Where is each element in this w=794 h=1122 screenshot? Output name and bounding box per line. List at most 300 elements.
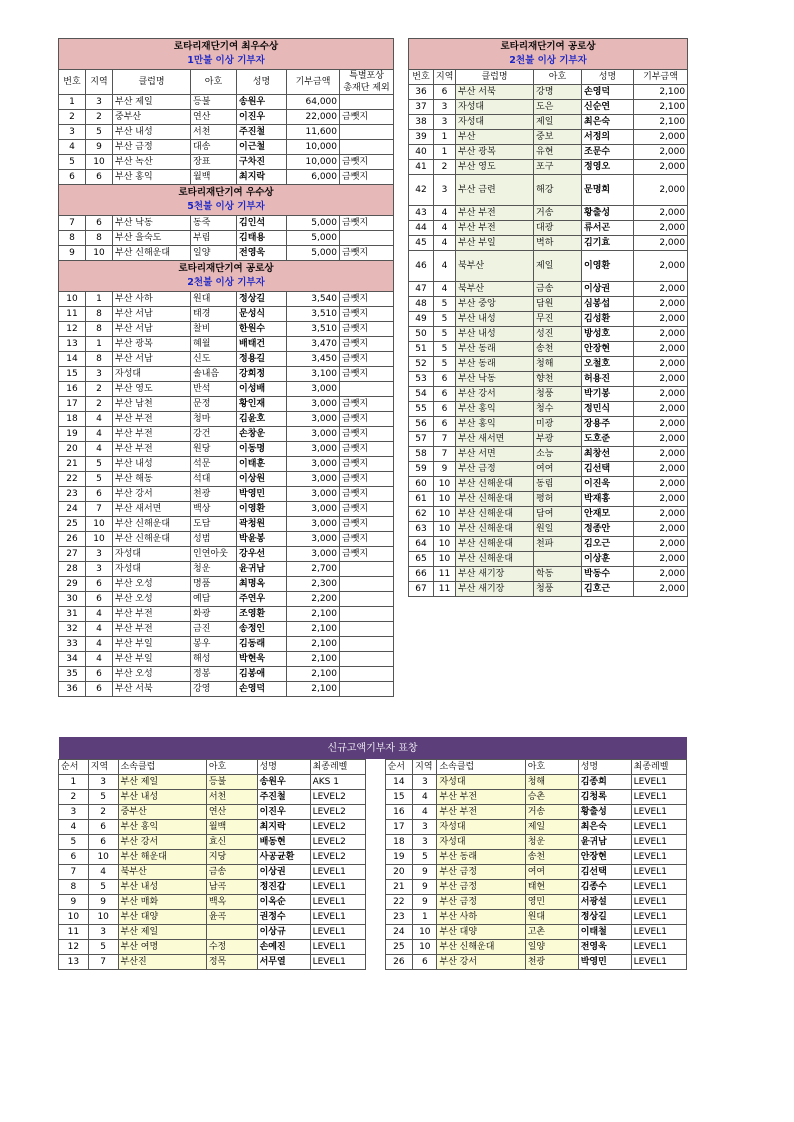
gap-cell — [365, 790, 385, 805]
cell-club: 부산진 — [118, 955, 206, 970]
cell-no: 14 — [59, 352, 86, 367]
cell-region: 5 — [88, 880, 118, 895]
cell-name: 김종희 — [578, 775, 631, 790]
cell-pen-name: 명품 — [191, 577, 237, 592]
cell-order: 2 — [59, 790, 89, 805]
cell-name: 손영덕 — [582, 85, 634, 100]
cell-club: 부산 오성 — [113, 592, 191, 607]
cell-region: 4 — [434, 221, 456, 236]
cell-club: 부산 동래 — [456, 357, 534, 372]
cell-amount: 2,000 — [634, 447, 688, 462]
cell-special — [340, 382, 394, 397]
cell-amount: 2,000 — [634, 372, 688, 387]
cell-pen-name: 담원 — [534, 297, 582, 312]
cell-pen-name: 등불 — [206, 775, 257, 790]
cell-region: 10 — [413, 925, 437, 940]
cell-club: 부산 부전 — [113, 412, 191, 427]
table-row — [59, 367, 394, 382]
cell-order: 12 — [59, 940, 89, 955]
cell-pen-name: 반석 — [191, 382, 237, 397]
column-header-no: 번호 — [409, 70, 434, 85]
cell-region: 6 — [88, 835, 118, 850]
cell-region: 5 — [434, 342, 456, 357]
cell-no: 4 — [59, 140, 86, 155]
cell-no: 47 — [409, 282, 434, 297]
cell-region: 6 — [86, 682, 113, 697]
cell-region: 1 — [86, 337, 113, 352]
cell-region: 6 — [86, 667, 113, 682]
cell-no: 22 — [59, 472, 86, 487]
cell-no: 32 — [59, 622, 86, 637]
cell-club: 부산 낙동 — [456, 372, 534, 387]
cell-amount: 2,000 — [634, 342, 688, 357]
table-row — [59, 607, 394, 622]
table-row — [409, 372, 688, 387]
cell-level: LEVEL1 — [310, 925, 365, 940]
cell-pen-name: 백상 — [191, 502, 237, 517]
cell-name: 사공균환 — [257, 850, 310, 865]
cell-no: 50 — [409, 327, 434, 342]
cell-no: 27 — [59, 547, 86, 562]
cell-pen-name: 서천 — [191, 125, 237, 140]
cell-region: 6 — [86, 170, 113, 185]
cell-region: 6 — [434, 372, 456, 387]
cell-pen-name: 신도 — [191, 352, 237, 367]
cell-club: 부산 강서 — [118, 835, 206, 850]
table-row — [59, 562, 394, 577]
cell-name: 이성배 — [237, 382, 287, 397]
cell-no: 65 — [409, 552, 434, 567]
cell-amount: 2,100 — [287, 652, 340, 667]
cell-pen-name: 인연아웃 — [191, 547, 237, 562]
cell-amount: 2,000 — [634, 492, 688, 507]
cell-pen-name: 담여 — [534, 507, 582, 522]
cell-club: 중부산 — [113, 110, 191, 125]
cell-name: 전영욱 — [237, 246, 287, 261]
cell-special: 금뺏지 — [340, 532, 394, 547]
cell-name: 안장현 — [578, 850, 631, 865]
cell-region: 10 — [434, 477, 456, 492]
cell-no: 29 — [59, 577, 86, 592]
cell-amount: 2,000 — [634, 402, 688, 417]
cell-amount: 2,000 — [634, 175, 688, 206]
cell-pen-name: 도담 — [191, 517, 237, 532]
cell-amount: 64,000 — [287, 95, 340, 110]
cell-club: 부산 제일 — [113, 95, 191, 110]
cell-pen-name: 여여 — [534, 462, 582, 477]
cell-club: 부산 신해운대 — [456, 552, 534, 567]
cell-region: 5 — [434, 357, 456, 372]
cell-pen-name: 청해 — [525, 775, 578, 790]
cell-special: 금뺏지 — [340, 427, 394, 442]
cell-amount: 3,510 — [287, 307, 340, 322]
cell-order: 10 — [59, 910, 89, 925]
cell-special — [340, 622, 394, 637]
cell-region: 3 — [413, 775, 437, 790]
cell-no: 46 — [409, 251, 434, 282]
cell-club: 자성대 — [456, 100, 534, 115]
cell-amount: 3,000 — [287, 412, 340, 427]
new-major-donor-table — [58, 737, 687, 970]
cell-order: 17 — [385, 820, 413, 835]
cell-pen-name: 대광 — [534, 221, 582, 236]
cell-name: 김선택 — [578, 865, 631, 880]
cell-pen-name: 일양 — [191, 246, 237, 261]
cell-name: 이동명 — [237, 442, 287, 457]
table-row — [59, 790, 687, 805]
cell-name: 김선택 — [582, 462, 634, 477]
cell-pen-name: 천파 — [534, 537, 582, 552]
cell-club: 부산 부전 — [437, 790, 525, 805]
cell-pen-name: 제일 — [534, 251, 582, 282]
cell-club: 부산 새기장 — [456, 567, 534, 582]
cell-no: 39 — [409, 130, 434, 145]
cell-amount: 2,000 — [634, 357, 688, 372]
cell-club: 부산 서남 — [113, 307, 191, 322]
cell-name: 최명옥 — [237, 577, 287, 592]
cell-order: 9 — [59, 895, 89, 910]
cell-pen-name: 미광 — [534, 417, 582, 432]
cell-name: 정민식 — [582, 402, 634, 417]
table-row — [59, 592, 394, 607]
cell-order: 20 — [385, 865, 413, 880]
table-row — [59, 880, 687, 895]
table-row — [59, 547, 394, 562]
cell-region: 3 — [434, 100, 456, 115]
column-header-pen-name: 아호 — [191, 70, 237, 95]
table-row — [59, 322, 394, 337]
cell-no: 48 — [409, 297, 434, 312]
cell-order: 19 — [385, 850, 413, 865]
cell-pen-name: 청운 — [191, 562, 237, 577]
cell-region: 1 — [434, 145, 456, 160]
table-row — [409, 462, 688, 477]
cell-name: 송정인 — [237, 622, 287, 637]
table-row — [59, 442, 394, 457]
cell-name: 주진철 — [257, 790, 310, 805]
cell-amount: 2,100 — [287, 637, 340, 652]
column-header-name: 성명 — [582, 70, 634, 85]
cell-name: 손창운 — [237, 427, 287, 442]
cell-name: 허용진 — [582, 372, 634, 387]
cell-name: 오철호 — [582, 357, 634, 372]
cell-name: 정상길 — [237, 292, 287, 307]
cell-region: 3 — [413, 835, 437, 850]
cell-club: 부산 해운대 — [118, 850, 206, 865]
cell-club: 부산 신해운대 — [456, 522, 534, 537]
cell-pen-name: 평허 — [534, 492, 582, 507]
cell-pen-name: 월백 — [191, 170, 237, 185]
cell-region: 3 — [88, 775, 118, 790]
cell-pen-name: 청마 — [191, 412, 237, 427]
cell-pen-name: 금송 — [206, 865, 257, 880]
cell-club: 부산 부전 — [456, 221, 534, 236]
cell-order: 7 — [59, 865, 89, 880]
cell-region: 3 — [86, 367, 113, 382]
cell-name: 정종안 — [582, 522, 634, 537]
cell-region: 3 — [86, 562, 113, 577]
table-row — [409, 282, 688, 297]
table-row — [59, 397, 394, 412]
table-row — [409, 552, 688, 567]
cell-name: 황인재 — [237, 397, 287, 412]
cell-name: 김청록 — [578, 790, 631, 805]
cell-no: 53 — [409, 372, 434, 387]
table-row — [409, 387, 688, 402]
cell-name: 박영민 — [237, 487, 287, 502]
table-row — [409, 327, 688, 342]
cell-amount: 2,000 — [634, 160, 688, 175]
cell-pen-name: 동죽 — [191, 216, 237, 231]
table-row — [59, 246, 394, 261]
cell-region: 4 — [86, 427, 113, 442]
table-row — [409, 130, 688, 145]
cell-region: 3 — [413, 820, 437, 835]
cell-special: 금뺏지 — [340, 517, 394, 532]
cell-club: 부산 부전 — [456, 206, 534, 221]
table-row — [59, 895, 687, 910]
cell-order: 15 — [385, 790, 413, 805]
column-header-region: 지역 — [86, 70, 113, 95]
cell-level: LEVEL1 — [310, 910, 365, 925]
cell-no: 62 — [409, 507, 434, 522]
cell-level: LEVEL1 — [310, 895, 365, 910]
cell-level: LEVEL1 — [631, 850, 686, 865]
cell-no: 38 — [409, 115, 434, 130]
cell-no: 28 — [59, 562, 86, 577]
cell-club: 부산 신해운대 — [456, 492, 534, 507]
table-row — [59, 472, 394, 487]
cell-level: LEVEL1 — [631, 865, 686, 880]
cell-special: 금뺏지 — [340, 307, 394, 322]
cell-no: 44 — [409, 221, 434, 236]
gap-cell — [365, 895, 385, 910]
cell-club: 부산 부전 — [437, 805, 525, 820]
column-header-no: 번호 — [59, 70, 86, 95]
cell-pen-name: 석대 — [191, 472, 237, 487]
new-donor-title-row — [59, 737, 687, 760]
cell-region: 2 — [86, 110, 113, 125]
cell-order: 23 — [385, 910, 413, 925]
column-header-club: 소속클럽 — [118, 760, 206, 775]
cell-no: 64 — [409, 537, 434, 552]
cell-name: 이영환 — [237, 502, 287, 517]
cell-name: 박영민 — [578, 955, 631, 970]
cell-name: 조문수 — [582, 145, 634, 160]
cell-name: 최은숙 — [582, 115, 634, 130]
cell-no: 9 — [59, 246, 86, 261]
cell-amount: 2,000 — [634, 387, 688, 402]
cell-pen-name: 월백 — [206, 820, 257, 835]
cell-club: 부산 금정 — [113, 140, 191, 155]
cell-pen-name: 지당 — [206, 850, 257, 865]
cell-club: 부산 오성 — [113, 667, 191, 682]
cell-region: 6 — [434, 387, 456, 402]
table-row — [59, 805, 687, 820]
cell-order: 25 — [385, 940, 413, 955]
cell-special — [340, 577, 394, 592]
table-row — [409, 342, 688, 357]
column-header-name: 성명 — [578, 760, 631, 775]
cell-pen-name: 예담 — [191, 592, 237, 607]
cell-region: 8 — [86, 231, 113, 246]
table-row — [59, 95, 394, 110]
cell-amount: 3,000 — [287, 517, 340, 532]
cell-name: 손영덕 — [237, 682, 287, 697]
cell-club: 부산 새서면 — [113, 502, 191, 517]
table-row — [59, 850, 687, 865]
cell-no: 6 — [59, 170, 86, 185]
cell-pen-name: 천광 — [191, 487, 237, 502]
cell-pen-name: 부림 — [191, 231, 237, 246]
cell-name: 서정의 — [582, 130, 634, 145]
column-header-level: 최종레벨 — [631, 760, 686, 775]
column-header-pen-name: 아호 — [534, 70, 582, 85]
cell-name: 서광설 — [578, 895, 631, 910]
cell-name: 류서곤 — [582, 221, 634, 236]
cell-pen-name: 정봉 — [191, 667, 237, 682]
cell-name: 송원우 — [237, 95, 287, 110]
cell-pen-name: 송천 — [534, 342, 582, 357]
cell-club: 부산 매화 — [118, 895, 206, 910]
cell-level: LEVEL2 — [310, 790, 365, 805]
cell-amount: 10,000 — [287, 140, 340, 155]
table-row — [59, 865, 687, 880]
cell-special: 금뺏지 — [340, 367, 394, 382]
cell-name: 이진우 — [237, 110, 287, 125]
cell-level: LEVEL1 — [310, 865, 365, 880]
section-title: 로타리재단기여 우수상 — [178, 187, 274, 198]
table-row — [59, 427, 394, 442]
cell-special — [340, 125, 394, 140]
cell-club: 부산 동래 — [437, 850, 525, 865]
cell-club: 부산 동래 — [456, 342, 534, 357]
cell-no: 10 — [59, 292, 86, 307]
cell-amount: 2,000 — [634, 432, 688, 447]
cell-no: 45 — [409, 236, 434, 251]
cell-club: 부산 광복 — [456, 145, 534, 160]
cell-region: 6 — [86, 487, 113, 502]
cell-name: 손예진 — [257, 940, 310, 955]
cell-club: 부산 새서면 — [456, 432, 534, 447]
cell-name: 박윤봉 — [237, 532, 287, 547]
table-row — [59, 622, 394, 637]
table-row — [409, 85, 688, 100]
cell-pen-name: 강건 — [191, 427, 237, 442]
cell-no: 33 — [59, 637, 86, 652]
cell-no: 36 — [409, 85, 434, 100]
cell-region: 4 — [434, 251, 456, 282]
cell-amount: 3,510 — [287, 322, 340, 337]
cell-club: 부산 새기장 — [456, 582, 534, 597]
cell-pen-name: 고촌 — [525, 925, 578, 940]
cell-pen-name: 원당 — [191, 442, 237, 457]
cell-club: 부산 오성 — [113, 577, 191, 592]
cell-club: 부산 사하 — [113, 292, 191, 307]
cell-region: 4 — [88, 865, 118, 880]
cell-club: 부산 강서 — [456, 387, 534, 402]
gap-cell — [365, 910, 385, 925]
section-title: 로타리재단기여 공로상 — [178, 263, 274, 274]
cell-name: 김종수 — [578, 880, 631, 895]
cell-order: 1 — [59, 775, 89, 790]
cell-amount: 2,000 — [634, 582, 688, 597]
table-row — [409, 357, 688, 372]
cell-level: LEVEL2 — [310, 850, 365, 865]
cell-no: 59 — [409, 462, 434, 477]
cell-club: 부산 부전 — [113, 607, 191, 622]
cell-level: LEVEL1 — [631, 910, 686, 925]
cell-club: 부산 서북 — [113, 682, 191, 697]
cell-name: 최은숙 — [578, 820, 631, 835]
cell-no: 2 — [59, 110, 86, 125]
cell-level: LEVEL1 — [631, 805, 686, 820]
gap-cell — [365, 850, 385, 865]
table-row — [59, 307, 394, 322]
column-header-region: 지역 — [434, 70, 456, 85]
cell-amount: 3,000 — [287, 472, 340, 487]
gap-cell — [365, 820, 385, 835]
cell-order: 11 — [59, 925, 89, 940]
cell-region: 4 — [434, 206, 456, 221]
cell-region: 5 — [88, 940, 118, 955]
cell-region: 5 — [434, 312, 456, 327]
cell-amount: 3,000 — [287, 457, 340, 472]
cell-region: 8 — [86, 352, 113, 367]
cell-name: 배동현 — [257, 835, 310, 850]
cell-amount: 2,000 — [634, 145, 688, 160]
cell-amount: 2,000 — [634, 327, 688, 342]
cell-name: 정영오 — [582, 160, 634, 175]
gap-cell — [365, 925, 385, 940]
table-row — [409, 297, 688, 312]
cell-pen-name: 청풍 — [534, 582, 582, 597]
cell-name: 최지락 — [257, 820, 310, 835]
table-row — [409, 417, 688, 432]
cell-pen-name: 금송 — [534, 282, 582, 297]
cell-club: 부산 — [456, 130, 534, 145]
cell-special — [340, 607, 394, 622]
cell-amount: 3,000 — [287, 547, 340, 562]
cell-club: 부산 부일 — [456, 236, 534, 251]
cell-name: 윤귀남 — [237, 562, 287, 577]
cell-club: 부산 중앙 — [456, 297, 534, 312]
cell-club: 부산 금련 — [456, 175, 534, 206]
cell-amount: 2,000 — [634, 552, 688, 567]
cell-region: 10 — [86, 517, 113, 532]
cell-special: 금뺏지 — [340, 292, 394, 307]
cell-region: 7 — [88, 955, 118, 970]
cell-region: 6 — [86, 577, 113, 592]
cell-club: 부산 신해운대 — [113, 246, 191, 261]
cell-club: 부산 홍익 — [118, 820, 206, 835]
section-title: 로타리재단기여 최우수상 — [173, 41, 279, 52]
cell-amount: 3,450 — [287, 352, 340, 367]
table-row — [59, 412, 394, 427]
table-row — [409, 507, 688, 522]
cell-name: 송원우 — [257, 775, 310, 790]
cell-region: 4 — [413, 790, 437, 805]
cell-level: AKS 1 — [310, 775, 365, 790]
table-row — [409, 236, 688, 251]
cell-amount: 3,000 — [287, 427, 340, 442]
title-merit-award — [59, 261, 394, 292]
cell-region: 4 — [86, 637, 113, 652]
table-row — [409, 582, 688, 597]
cell-name: 김성환 — [582, 312, 634, 327]
cell-no: 35 — [59, 667, 86, 682]
cell-amount: 2,000 — [634, 537, 688, 552]
